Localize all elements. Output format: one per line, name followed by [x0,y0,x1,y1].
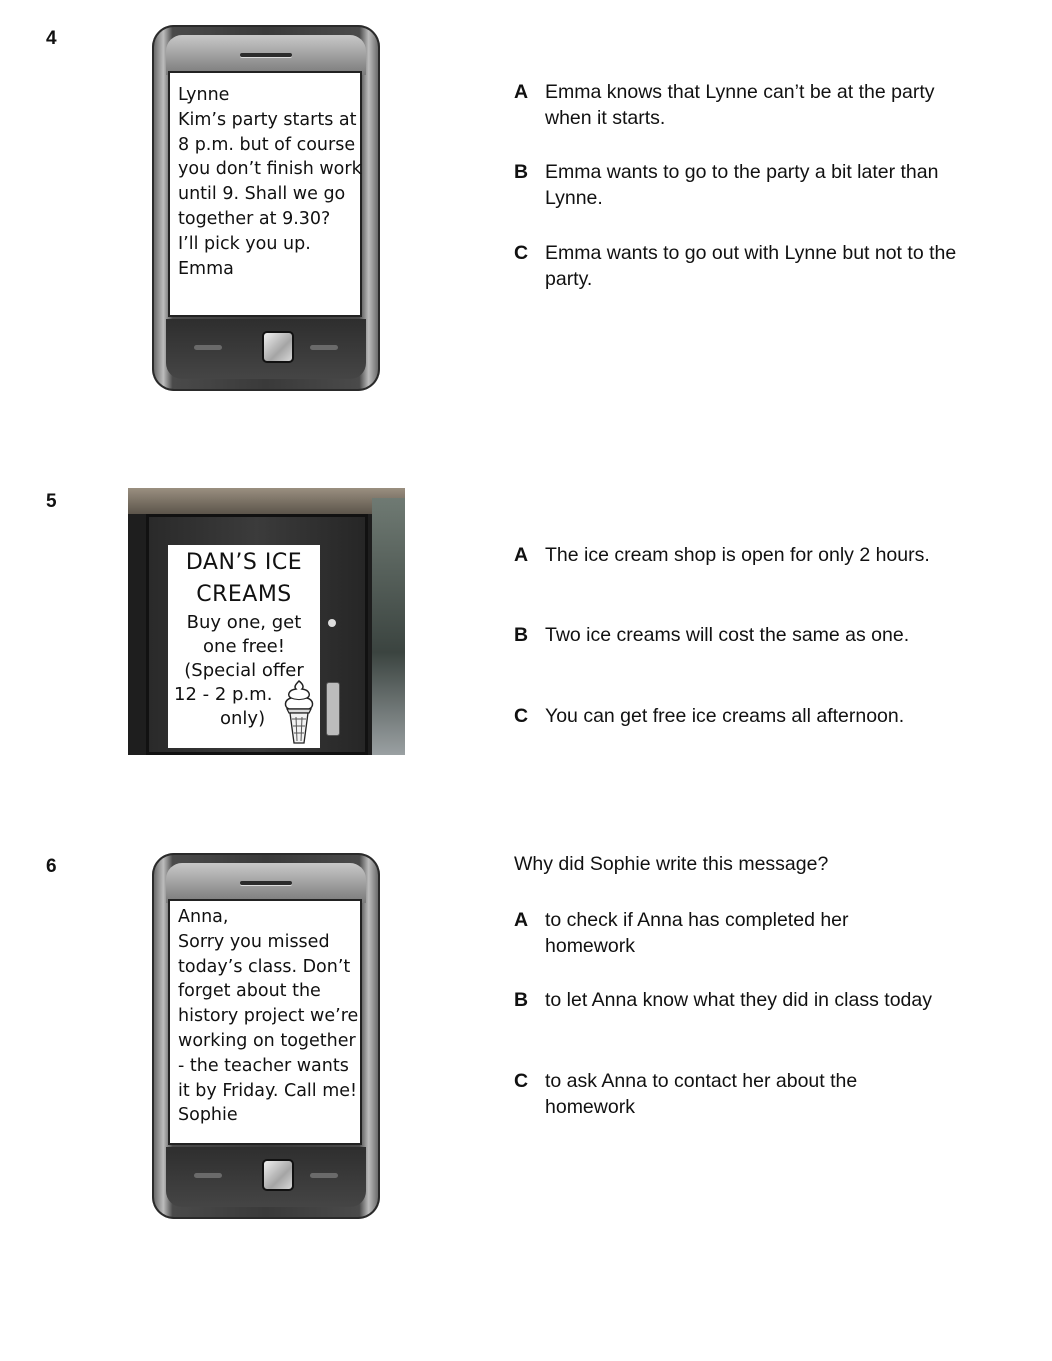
option-letter: A [514,544,529,566]
phone-message-image [152,853,380,1219]
option-letter: B [514,161,529,183]
message-line: forget about the [178,981,321,1002]
option-text: Two ice creams will cost the same as one. [545,624,910,646]
sign-line: only) [220,708,266,729]
call-key-icon [194,345,222,350]
end-key-icon [310,1173,338,1178]
option-text: Emma knows that Lynne can’t be at the party when it starts. [545,81,935,129]
message-line: today’s class. Don’t [178,956,351,977]
ice-cream-cone-icon [282,679,316,745]
question-number: 4 [46,28,57,49]
option-text: Emma wants to go to the party a bit later than Lynne. [545,161,939,209]
message-line: Anna, [178,907,229,927]
phone-message-image [152,25,380,391]
message-line: Sophie [178,1105,238,1126]
message-line: until 9. Shall we go [178,184,346,205]
call-key-icon [194,1173,222,1178]
message-line: it by Friday. Call me! [178,1080,358,1101]
sign-title: CREAMS [196,582,292,607]
home-button-icon [262,331,294,363]
message-line: working on together [178,1030,356,1051]
message-line: Kim’s party starts at [178,109,357,130]
sign-title: DAN’S ICE [185,550,303,575]
text-message [168,899,362,1145]
shop-sign [168,545,320,748]
option-text: to check if Anna has completed her homework [545,909,849,957]
question-number: 6 [46,856,57,877]
message-line: history project we’re [178,1006,359,1027]
message-line: 8 p.m. but of course [178,134,356,155]
message-line: together at 9.30? [178,208,331,229]
option-text: The ice cream shop is open for only 2 hours. [545,544,930,566]
sign-line: one free! [203,636,285,657]
message-line: Emma [178,258,234,279]
shop-sign-photo [128,488,405,755]
sign-line: Buy one, get [186,612,302,633]
end-key-icon [310,345,338,350]
message-line: - the teacher wants [178,1055,349,1076]
option-letter: C [514,1070,529,1092]
option-letter: C [514,705,529,727]
message-line: Lynne [178,85,230,105]
sign-line: 12 - 2 p.m. [174,684,273,705]
option-text: to ask Anna to contact her about the homework [545,1070,858,1118]
home-button-icon [262,1159,294,1191]
text-message [168,71,362,317]
option-letter: C [514,242,529,264]
option-text: Emma wants to go out with Lynne but not to the party. [545,242,957,290]
message-line: you don’t finish work [178,159,362,180]
option-text: to let Anna know what they did in class today [545,989,932,1011]
sign-line: (Special offer [184,660,304,681]
option-letter: A [514,909,529,931]
option-letter: A [514,81,529,103]
message-line: I’ll pick you up. [178,233,311,254]
option-letter: B [514,989,529,1011]
question-number: 5 [46,491,57,512]
option-text: You can get free ice creams all afternoon. [545,705,905,727]
message-line: Sorry you missed [178,931,330,952]
option-letter: B [514,624,529,646]
question-stem: Why did Sophie write this message? [514,853,829,875]
